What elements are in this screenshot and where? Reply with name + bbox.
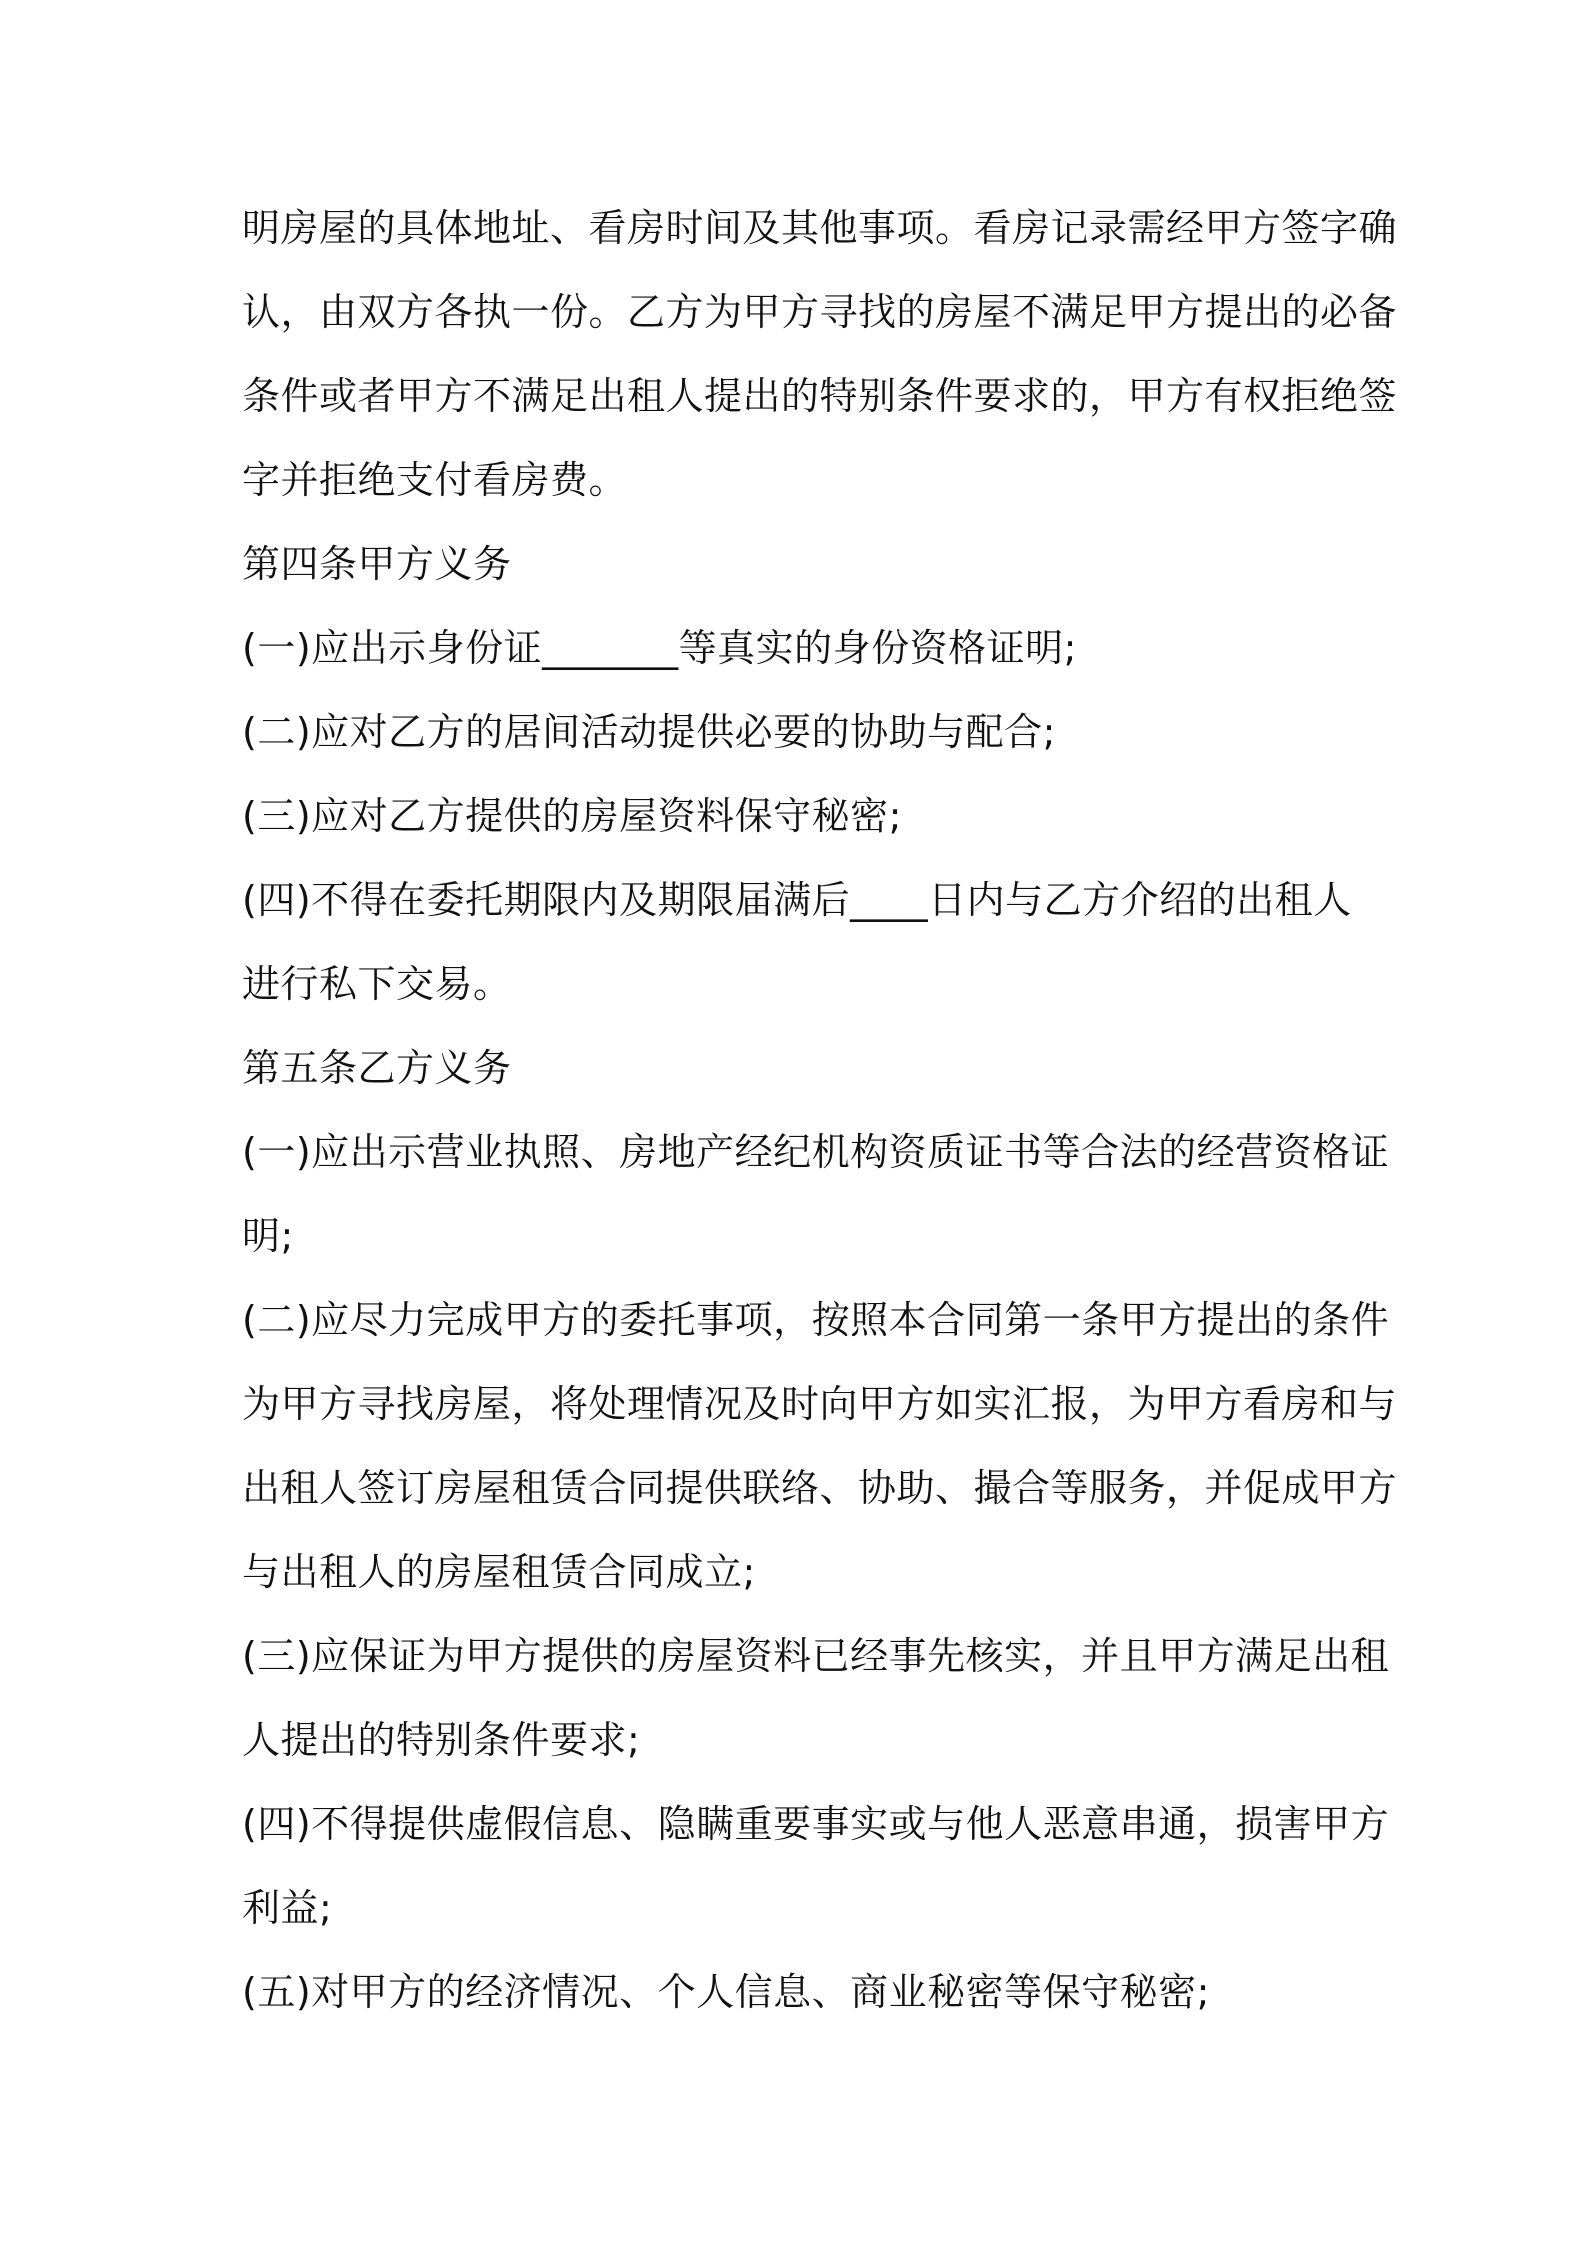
list-item: (四)不得在委托期限内及期限届满后____日内与乙方介绍的出租人 <box>242 878 1352 922</box>
body-text-line: 明房屋的具体地址、看房时间及其他事项。看房记录需经甲方签字确 <box>242 206 1398 250</box>
list-item-continuation: 出租人签订房屋租赁合同提供联络、协助、撮合等服务，并促成甲方 <box>242 1466 1398 1510</box>
list-item: (一)应出示营业执照、房地产经纪机构资质证书等合法的经营资格证 <box>242 1130 1390 1174</box>
list-item: (三)应保证为甲方提供的房屋资料已经事先核实，并且甲方满足出租 <box>242 1634 1390 1678</box>
list-item: (一)应出示身份证_______等真实的身份资格证明; <box>242 626 1077 670</box>
body-text-line: 字并拒绝支付看房费。 <box>242 458 628 502</box>
list-item-continuation: 为甲方寻找房屋，将处理情况及时向甲方如实汇报，为甲方看房和与 <box>242 1382 1398 1426</box>
list-item-continuation: 利益; <box>242 1886 333 1930</box>
list-item-continuation: 与出租人的房屋租赁合同成立; <box>242 1550 756 1594</box>
section-heading-article-4: 第四条甲方义务 <box>242 542 512 586</box>
body-text-line: 认，由双方各执一份。乙方为甲方寻找的房屋不满足甲方提出的必备 <box>242 290 1398 334</box>
body-text-line: 条件或者甲方不满足出租人提出的特别条件要求的，甲方有权拒绝签 <box>242 374 1398 418</box>
document-body <box>242 186 1398 2034</box>
list-item-continuation: 明; <box>242 1214 294 1258</box>
list-item: (四)不得提供虚假信息、隐瞒重要事实或与他人恶意串通，损害甲方 <box>242 1802 1390 1846</box>
section-heading-article-5: 第五条乙方义务 <box>242 1046 512 1090</box>
list-item: (二)应尽力完成甲方的委托事项，按照本合同第一条甲方提出的条件 <box>242 1298 1390 1342</box>
list-item: (三)应对乙方提供的房屋资料保守秘密; <box>242 794 902 838</box>
list-item: (二)应对乙方的居间活动提供必要的协助与配合; <box>242 710 1056 754</box>
list-item: (五)对甲方的经济情况、个人信息、商业秘密等保守秘密; <box>242 1970 1210 2014</box>
list-item-continuation: 进行私下交易。 <box>242 962 512 1006</box>
list-item-continuation: 人提出的特别条件要求; <box>242 1718 641 1762</box>
